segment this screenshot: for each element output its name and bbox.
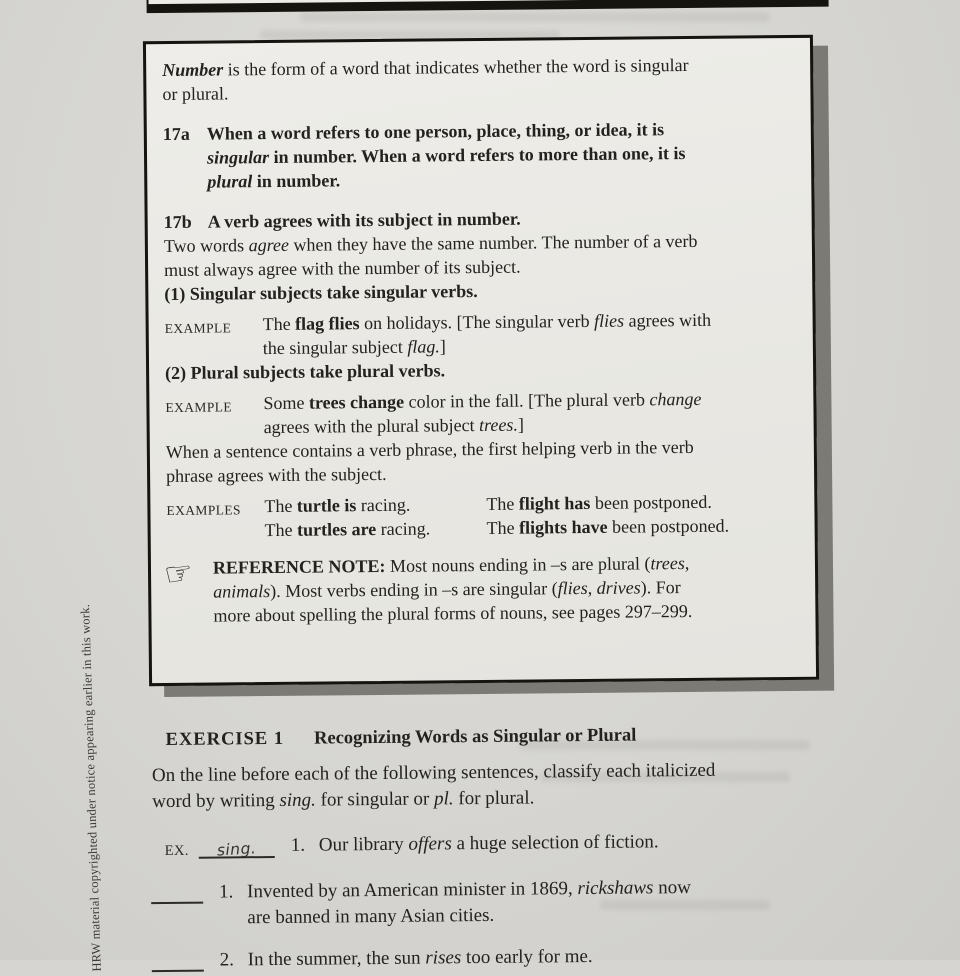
- singular-subjects-subheading: (1) Singular subjects take singular verbs.: [164, 281, 478, 305]
- plural-subjects-subheading: (2) Plural subjects take plural verbs.: [165, 360, 446, 384]
- copyright-margin-note: HRW material copyrighted under notice appearing earlier in this work.: [77, 603, 104, 972]
- example-sentence: The turtle is racing.: [264, 494, 411, 517]
- example-label: EXAMPLE: [164, 320, 232, 337]
- example-sentence: The flight has been postponed.: [486, 491, 712, 514]
- example-sentence: The flights have been postponed.: [486, 515, 730, 538]
- reference-note-text: REFERENCE NOTE: Most nouns ending in –s are plural (trees, animals). Most verbs ending in –s are singular (flies, drives). For more about spelling the plural forms of nouns, see pages 297–299.: [212, 553, 693, 626]
- reference-note: [161, 550, 802, 628]
- exercise-title: Recognizing Words as Singular or Plural: [313, 725, 637, 749]
- example-sentence: The turtles are racing.: [264, 518, 431, 541]
- answer-blank: [151, 880, 203, 904]
- example-label: EXAMPLE: [165, 399, 233, 416]
- item-sentence: In the summer, the sun rises too early for me.: [247, 945, 593, 971]
- exercise-heading: [150, 721, 828, 754]
- rule-text: When a word refers to one person, place, thing, or idea, it is singular in number. When a word refers to more than one, it is plural in number.: [206, 119, 686, 192]
- item-number: 1.: [290, 834, 306, 856]
- item-sentence: Our library offers a huge selection of fiction.: [318, 831, 659, 856]
- verb-phrase-examples: [166, 489, 800, 543]
- exercise-number: EXERCISE 1: [165, 728, 285, 751]
- verb-phrase-paragraph: When a sentence contains a verb phrase, the first helping verb in the verb phrase agrees with the subject.: [165, 436, 694, 487]
- rule-text: A verb agrees with its subject in number.: [207, 208, 521, 232]
- handwritten-answer: sing.: [216, 839, 258, 860]
- examples-label: EXAMPLES: [166, 502, 241, 519]
- example-text: Some trees change color in the fall. [The plural verb change agrees with the plural subject trees.]: [263, 388, 702, 438]
- exercise-section: [150, 721, 830, 974]
- rule-number: 17b: [163, 211, 192, 233]
- plural-example: [165, 386, 799, 440]
- exercise-directions: On the line before each of the following sentences, classify each italicized word by writing sing. for singular or pl. for plural.: [151, 759, 716, 813]
- rule-number: 17a: [162, 123, 190, 145]
- examples-columns: [264, 489, 800, 542]
- answer-blank: [199, 833, 275, 859]
- ex-label: EX.: [164, 842, 189, 860]
- item-sentence: Invented by an American minister in 1869, rickshaws now are banned in many Asian cities.: [246, 877, 691, 929]
- rule-17a: [163, 116, 798, 194]
- previous-rule-box-edge: [146, 0, 829, 13]
- agreement-paragraph: Two words agree when they have the same number. The number of a verb must always agree with the number of its subject.: [163, 230, 698, 281]
- worked-example-row: [151, 828, 829, 865]
- exercise-item-2: [152, 942, 830, 975]
- number-definition-paragraph: Number is the form of a word that indicates whether the word is singular or plural.: [162, 54, 689, 105]
- grammar-rule-box: [143, 35, 819, 686]
- item-number: 1.: [218, 881, 234, 903]
- singular-example: [165, 307, 799, 361]
- item-number: 2.: [219, 949, 235, 971]
- pointing-hand-icon: ☞: [161, 552, 196, 595]
- examples-right-column: [486, 489, 800, 540]
- examples-left-column: [264, 492, 486, 542]
- example-text: The flag flies on holidays. [The singular verb flies agrees with the singular subject flag.]: [262, 309, 712, 359]
- exercise-item-1: [151, 874, 829, 933]
